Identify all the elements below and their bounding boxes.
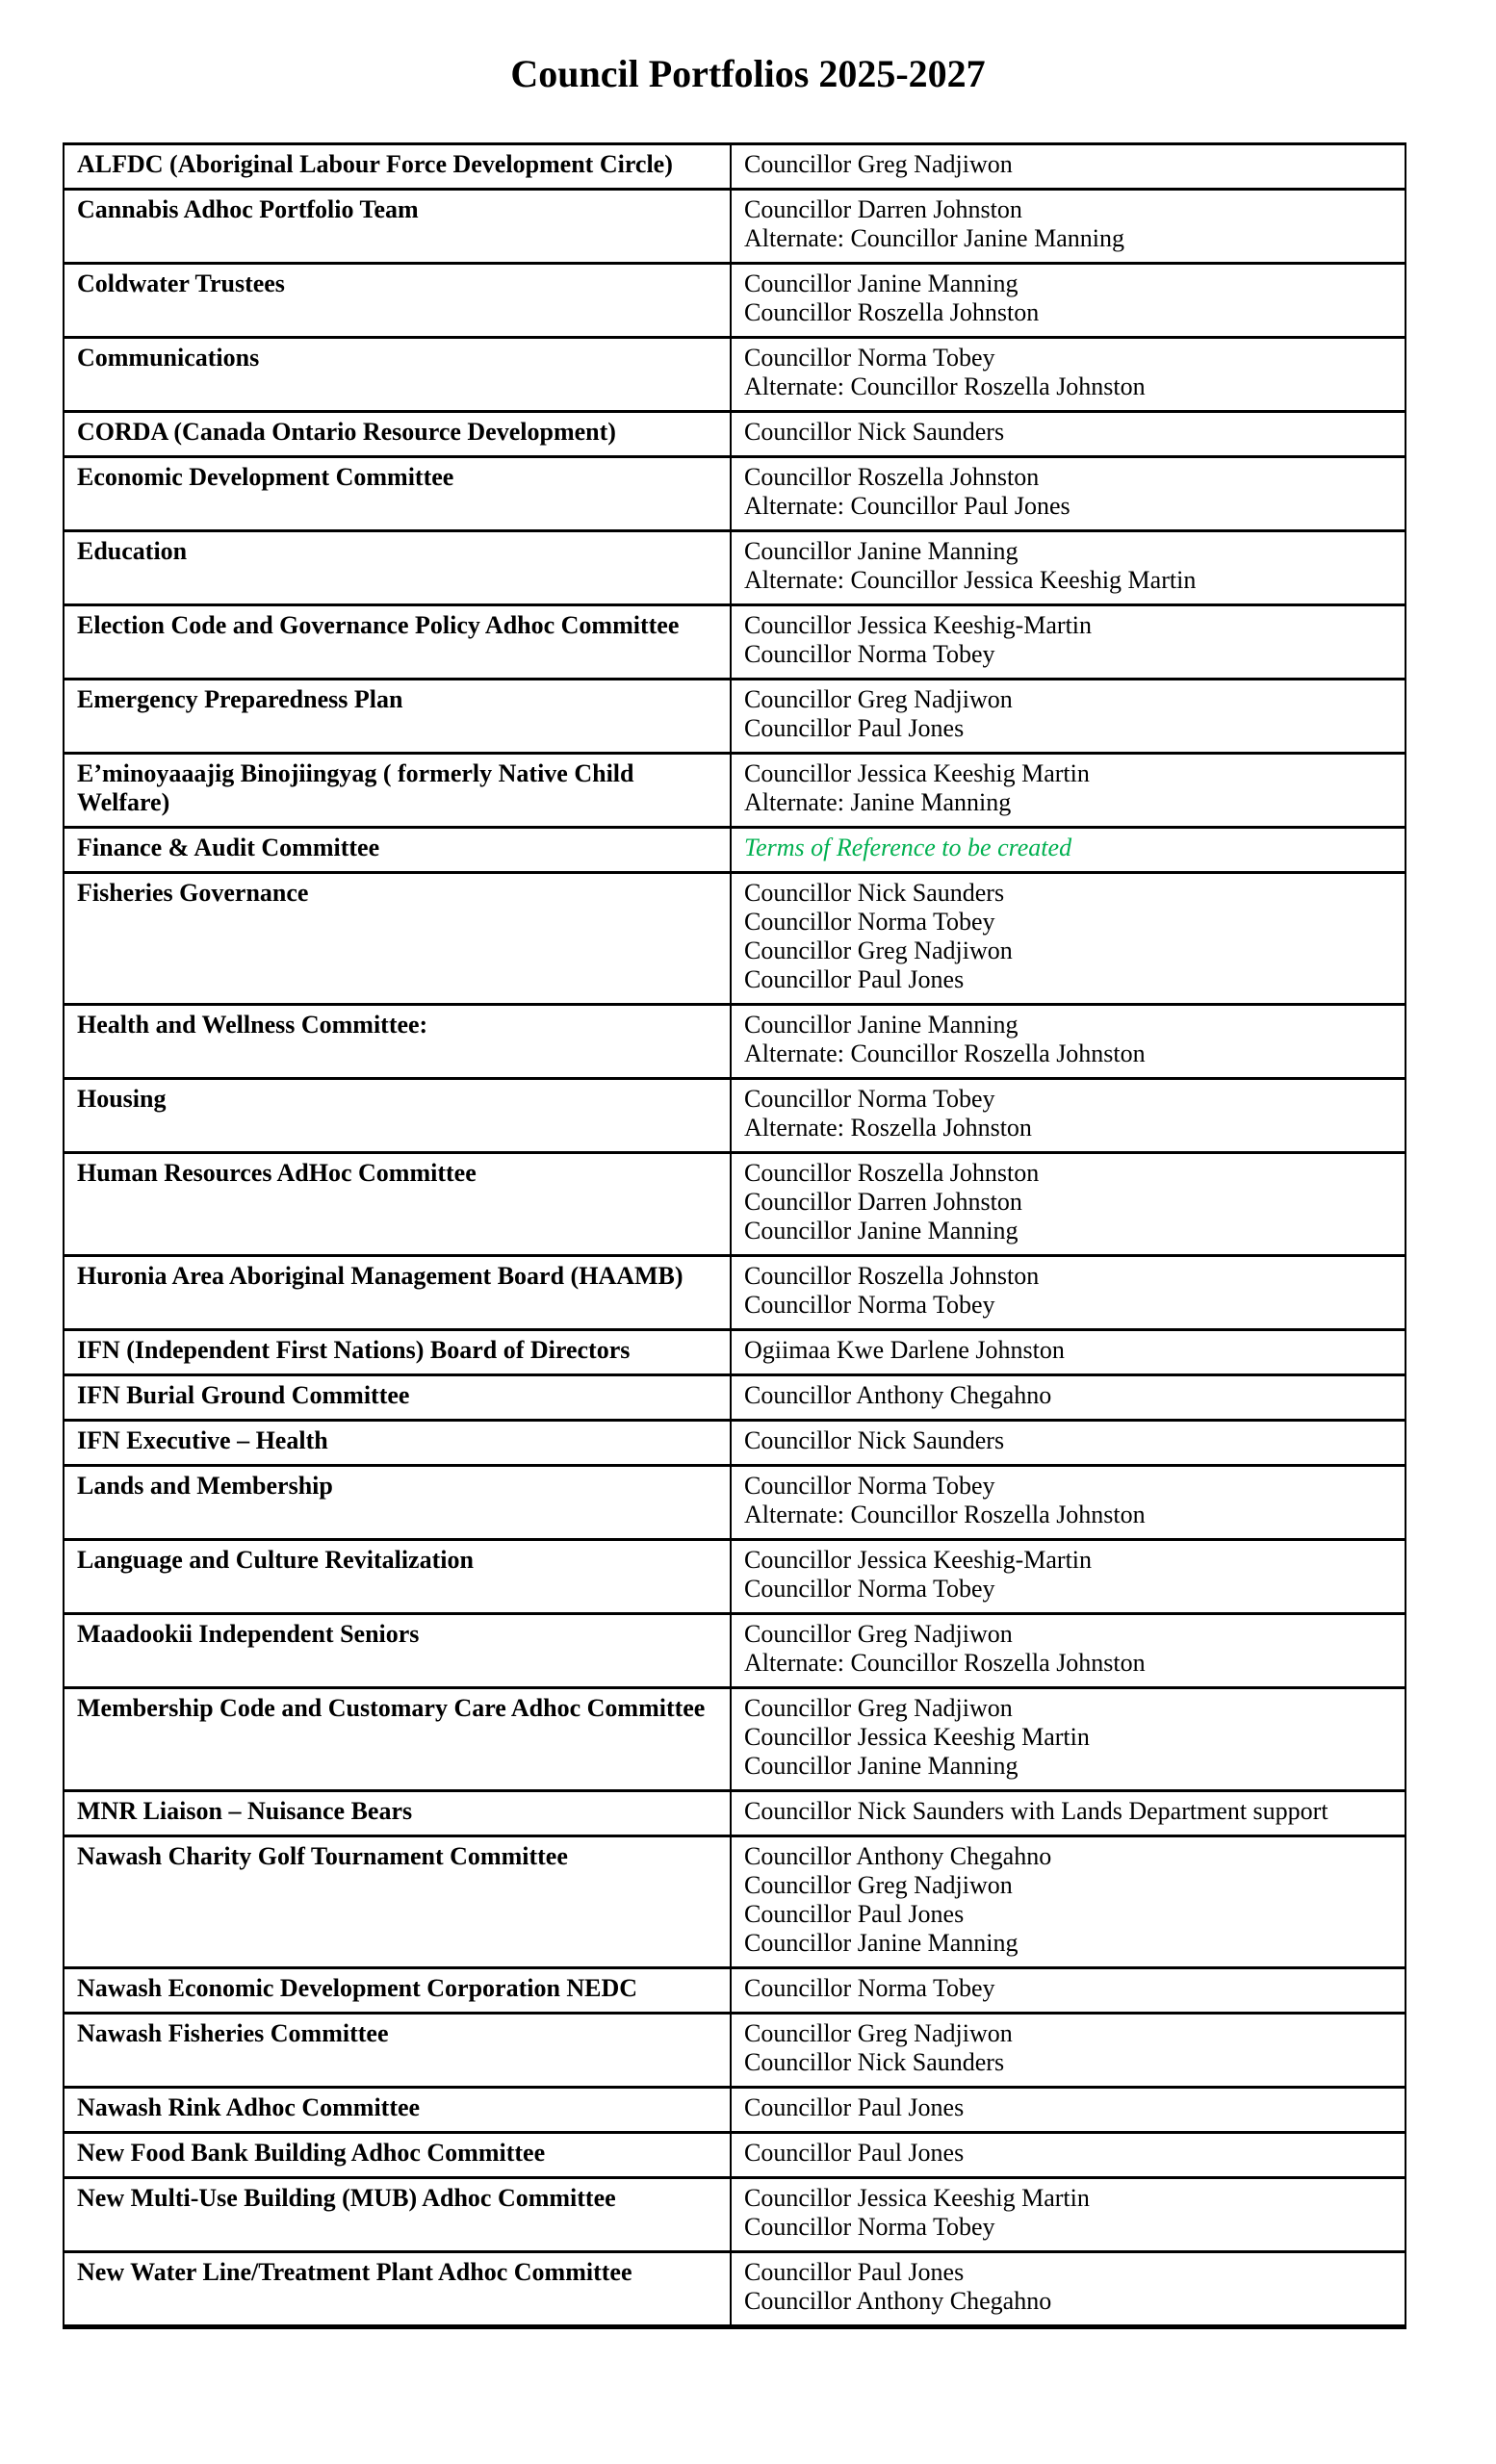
members-cell (731, 1836, 1406, 1968)
member-name: Councillor Paul Jones (744, 2139, 965, 2167)
members-cell (731, 1688, 1406, 1791)
members-cell (731, 1421, 1406, 1466)
member-name: Councillor Darren Johnston (744, 195, 1022, 223)
table-row (64, 754, 1406, 828)
members-cell (731, 144, 1406, 190)
table-row (64, 144, 1406, 190)
member-name: Councillor Roszella Johnston (744, 1159, 1040, 1187)
member-name: Councillor Norma Tobey (744, 1472, 995, 1500)
members-cell (731, 338, 1406, 412)
members-cell (731, 1079, 1406, 1153)
portfolio-cell (64, 338, 731, 412)
member-name: Councillor Nick Saunders with Lands Department support (744, 1797, 1328, 1825)
portfolio-name: Lands and Membership (77, 1472, 333, 1500)
portfolio-cell (64, 1421, 731, 1466)
portfolio-cell (64, 264, 731, 338)
member-name: Councillor Paul Jones (744, 714, 965, 742)
member-name: Councillor Janine Manning (744, 1929, 1019, 1957)
portfolio-name: Coldwater Trustees (77, 270, 285, 297)
portfolio-cell (64, 1968, 731, 2014)
portfolio-cell (64, 2178, 731, 2252)
portfolio-name: Maadookii Independent Seniors (77, 1620, 420, 1648)
members-cell (731, 264, 1406, 338)
table-row (64, 190, 1406, 264)
portfolio-name: IFN Executive – Health (77, 1426, 328, 1454)
portfolio-cell (64, 1466, 731, 1540)
table-row (64, 338, 1406, 412)
member-name: Councillor Greg Nadjiwon (744, 1871, 1013, 1899)
member-name: Councillor Paul Jones (744, 2093, 965, 2121)
member-name: Councillor Jessica Keeshig Martin (744, 759, 1090, 787)
member-name: Councillor Norma Tobey (744, 344, 995, 372)
table-row (64, 1375, 1406, 1421)
member-name: Councillor Nick Saunders (744, 879, 1005, 907)
member-name: Councillor Jessica Keeshig-Martin (744, 611, 1093, 639)
member-name: Councillor Anthony Chegahno (744, 1381, 1052, 1409)
table-row (64, 680, 1406, 754)
council-portfolios-table (63, 142, 1406, 2329)
members-cell (731, 2252, 1406, 2327)
members-cell (731, 1791, 1406, 1836)
portfolio-name: Membership Code and Customary Care Adhoc Committee (77, 1694, 706, 1722)
portfolio-cell (64, 2014, 731, 2088)
portfolio-name: Nawash Economic Development Corporation NEDC (77, 1974, 638, 2002)
portfolio-name: Economic Development Committee (77, 463, 454, 491)
portfolio-name: Nawash Fisheries Committee (77, 2019, 389, 2047)
portfolio-name: Language and Culture Revitalization (77, 1546, 474, 1574)
member-name: Councillor Norma Tobey (744, 2213, 995, 2241)
member-name: Councillor Greg Nadjiwon (744, 1620, 1013, 1648)
members-cell (731, 1330, 1406, 1375)
member-name: Councillor Paul Jones (744, 1900, 965, 1928)
members-cell (731, 605, 1406, 680)
table-row (64, 1791, 1406, 1836)
members-cell (731, 2133, 1406, 2178)
member-name: Alternate: Janine Manning (744, 788, 1012, 816)
members-cell (731, 531, 1406, 605)
member-name: Alternate: Councillor Roszella Johnston (744, 1649, 1146, 1677)
portfolio-cell (64, 1375, 731, 1421)
portfolio-name: Nawash Charity Golf Tournament Committee (77, 1842, 568, 1870)
members-cell (731, 1466, 1406, 1540)
portfolio-cell (64, 680, 731, 754)
portfolio-name: Cannabis Adhoc Portfolio Team (77, 195, 419, 223)
member-name: Alternate: Councillor Roszella Johnston (744, 1501, 1146, 1528)
portfolio-name: New Food Bank Building Adhoc Committee (77, 2139, 546, 2167)
portfolio-cell (64, 412, 731, 457)
member-name: Councillor Norma Tobey (744, 1974, 995, 2002)
table-row (64, 2252, 1406, 2327)
portfolio-name: New Multi-Use Building (MUB) Adhoc Committee (77, 2184, 616, 2212)
members-cell (731, 1614, 1406, 1688)
table-row (64, 1153, 1406, 1256)
portfolio-cell (64, 2133, 731, 2178)
table-row (64, 1466, 1406, 1540)
portfolio-name: Finance & Audit Committee (77, 834, 380, 861)
member-name: Councillor Norma Tobey (744, 1575, 995, 1603)
member-name: Alternate: Councillor Paul Jones (744, 492, 1070, 520)
portfolio-cell (64, 873, 731, 1005)
members-cell (731, 828, 1406, 873)
table-row (64, 605, 1406, 680)
portfolio-name: Emergency Preparedness Plan (77, 685, 403, 713)
member-name: Alternate: Roszella Johnston (744, 1114, 1032, 1142)
portfolio-cell (64, 1153, 731, 1256)
table-row (64, 1540, 1406, 1614)
member-name: Councillor Janine Manning (744, 1752, 1019, 1780)
table-row (64, 828, 1406, 873)
member-name: Councillor Janine Manning (744, 537, 1019, 565)
portfolio-name: Communications (77, 344, 260, 372)
table-row (64, 531, 1406, 605)
portfolio-name: Housing (77, 1085, 167, 1113)
table-row (64, 1330, 1406, 1375)
member-name: Councillor Darren Johnston (744, 1188, 1022, 1216)
member-name: Councillor Roszella Johnston (744, 1262, 1040, 1290)
member-name: Councillor Jessica Keeshig-Martin (744, 1546, 1093, 1574)
member-name: Councillor Norma Tobey (744, 908, 995, 936)
portfolio-name: Fisheries Governance (77, 879, 309, 907)
member-name: Councillor Anthony Chegahno (744, 1842, 1052, 1870)
portfolio-cell (64, 1836, 731, 1968)
members-cell (731, 2014, 1406, 2088)
member-name: Alternate: Councillor Janine Manning (744, 224, 1124, 252)
table-row (64, 1421, 1406, 1466)
members-cell (731, 412, 1406, 457)
portfolio-cell (64, 754, 731, 828)
portfolio-name: New Water Line/Treatment Plant Adhoc Committee (77, 2258, 632, 2286)
note-terms-of-reference: Terms of Reference to be created (744, 834, 1072, 861)
table-row (64, 1688, 1406, 1791)
members-cell (731, 1153, 1406, 1256)
member-name: Councillor Jessica Keeshig Martin (744, 2184, 1090, 2212)
member-name: Councillor Norma Tobey (744, 640, 995, 668)
table-row (64, 1614, 1406, 1688)
portfolio-cell (64, 605, 731, 680)
member-name: Councillor Norma Tobey (744, 1085, 995, 1113)
member-name: Councillor Nick Saunders (744, 2048, 1005, 2076)
member-name: Alternate: Councillor Roszella Johnston (744, 1040, 1146, 1067)
portfolio-cell (64, 1330, 731, 1375)
member-name: Councillor Greg Nadjiwon (744, 150, 1013, 178)
member-name: Councillor Janine Manning (744, 270, 1019, 297)
portfolio-cell (64, 1614, 731, 1688)
portfolio-cell (64, 1005, 731, 1079)
portfolio-cell (64, 1688, 731, 1791)
member-name: Councillor Anthony Chegahno (744, 2287, 1052, 2315)
member-name: Ogiimaa Kwe Darlene Johnston (744, 1336, 1065, 1364)
table-row (64, 2133, 1406, 2178)
table-row (64, 412, 1406, 457)
member-name: Councillor Greg Nadjiwon (744, 685, 1013, 713)
members-cell (731, 873, 1406, 1005)
members-cell (731, 754, 1406, 828)
portfolio-name: Election Code and Governance Policy Adhoc Committee (77, 611, 680, 639)
portfolio-cell (64, 144, 731, 190)
portfolio-name: Human Resources AdHoc Committee (77, 1159, 477, 1187)
members-cell (731, 1540, 1406, 1614)
portfolio-name: Nawash Rink Adhoc Committee (77, 2093, 421, 2121)
portfolio-cell (64, 2252, 731, 2327)
table-row (64, 457, 1406, 531)
portfolio-name: Health and Wellness Committee: (77, 1011, 428, 1039)
members-cell (731, 1375, 1406, 1421)
table-row (64, 873, 1406, 1005)
portfolio-name: Education (77, 537, 188, 565)
portfolio-cell (64, 828, 731, 873)
members-cell (731, 190, 1406, 264)
portfolio-cell (64, 1079, 731, 1153)
member-name: Councillor Greg Nadjiwon (744, 2019, 1013, 2047)
table-row (64, 2178, 1406, 2252)
member-name: Councillor Paul Jones (744, 965, 965, 993)
portfolio-cell (64, 457, 731, 531)
members-cell (731, 2178, 1406, 2252)
table-row (64, 1079, 1406, 1153)
members-cell (731, 1005, 1406, 1079)
table-row (64, 264, 1406, 338)
member-name: Alternate: Councillor Roszella Johnston (744, 372, 1146, 400)
members-cell (731, 680, 1406, 754)
member-name: Councillor Paul Jones (744, 2258, 965, 2286)
members-cell (731, 1968, 1406, 2014)
portfolio-name: Huronia Area Aboriginal Management Board (HAAMB) (77, 1262, 684, 1290)
table-row (64, 2014, 1406, 2088)
member-name: Councillor Nick Saunders (744, 418, 1005, 446)
portfolio-cell (64, 190, 731, 264)
page-title: Council Portfolios 2025-2027 (510, 52, 986, 95)
portfolio-cell (64, 1540, 731, 1614)
member-name: Alternate: Councillor Jessica Keeshig Martin (744, 566, 1197, 594)
member-name: Councillor Greg Nadjiwon (744, 1694, 1013, 1722)
member-name: Councillor Nick Saunders (744, 1426, 1005, 1454)
members-cell (731, 2088, 1406, 2133)
member-name: Councillor Roszella Johnston (744, 463, 1040, 491)
portfolio-name: IFN (Independent First Nations) Board of Directors (77, 1336, 631, 1364)
member-name: Councillor Janine Manning (744, 1011, 1019, 1039)
table-row (64, 2088, 1406, 2133)
member-name: Councillor Roszella Johnston (744, 298, 1040, 326)
portfolio-cell (64, 1256, 731, 1330)
table-row (64, 1005, 1406, 1079)
table-row (64, 1968, 1406, 2014)
member-name: Councillor Jessica Keeshig Martin (744, 1723, 1090, 1751)
members-cell (731, 457, 1406, 531)
portfolio-name: ALFDC (Aboriginal Labour Force Development Circle) (77, 150, 673, 178)
member-name: Councillor Greg Nadjiwon (744, 937, 1013, 964)
member-name: Councillor Norma Tobey (744, 1291, 995, 1319)
portfolio-name: MNR Liaison – Nuisance Bears (77, 1797, 413, 1825)
table-body (64, 144, 1406, 2327)
member-name: Councillor Janine Manning (744, 1217, 1019, 1245)
portfolio-cell (64, 531, 731, 605)
portfolio-name: CORDA (Canada Ontario Resource Development) (77, 418, 616, 446)
portfolio-cell (64, 1791, 731, 1836)
portfolio-cell (64, 2088, 731, 2133)
members-cell (731, 1256, 1406, 1330)
table-row (64, 1256, 1406, 1330)
portfolio-name: E’minoyaaajig Binojiingyag ( formerly Native Child Welfare) (77, 759, 634, 816)
table-row (64, 1836, 1406, 1968)
portfolio-name: IFN Burial Ground Committee (77, 1381, 410, 1409)
